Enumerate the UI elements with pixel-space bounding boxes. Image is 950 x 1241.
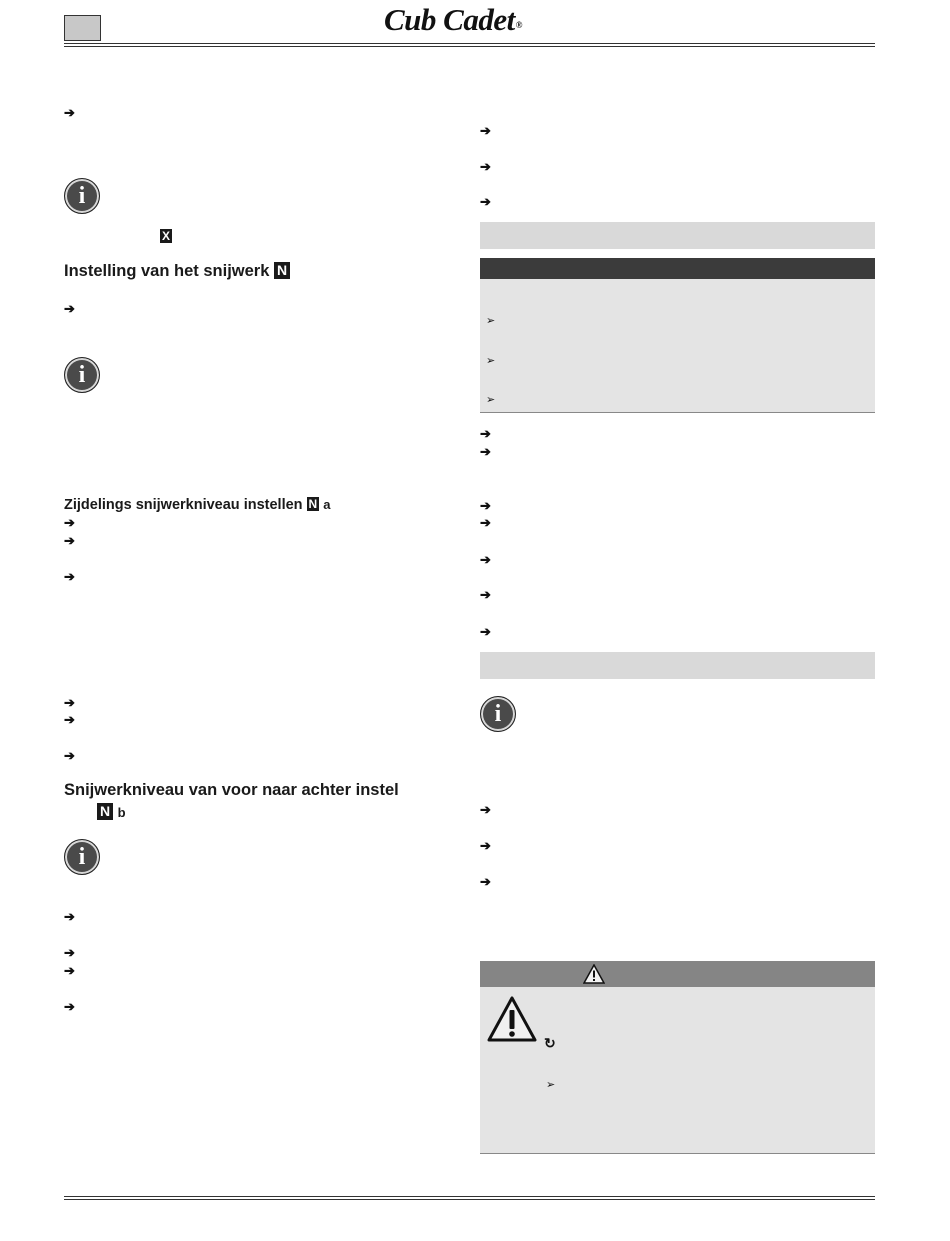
chevron-bullet-icon: ➢ <box>486 355 496 367</box>
arrow-right-icon: ➔ <box>480 802 491 817</box>
page-number-box <box>64 15 101 41</box>
arrow-right-icon: ➔ <box>64 105 75 120</box>
arrow-right-icon: ➔ <box>480 444 491 459</box>
arrow-right-icon: ➔ <box>64 748 75 763</box>
arrow-right-icon: ➔ <box>64 963 75 978</box>
note-panel-header <box>480 258 875 279</box>
header-rule-bottom <box>64 46 875 47</box>
footer-rule-bottom <box>64 1199 875 1200</box>
warning-triangle-icon <box>486 995 538 1043</box>
arrow-right-icon: ➔ <box>64 515 75 530</box>
warning-panel <box>480 987 875 1154</box>
chevron-bullet-icon: ➢ <box>486 394 496 406</box>
arrow-right-icon: ➔ <box>64 569 75 584</box>
info-icon: i <box>480 696 516 732</box>
warning-triangle-icon <box>583 964 605 984</box>
arrow-right-icon: ➔ <box>64 999 75 1014</box>
arrow-right-icon: ➔ <box>64 712 75 727</box>
arrow-right-icon: ➔ <box>64 945 75 960</box>
arrow-right-icon: ➔ <box>480 838 491 853</box>
arrow-right-icon: ➔ <box>480 159 491 174</box>
arrow-right-icon: ➔ <box>480 874 491 889</box>
figure-ref-n: N <box>274 262 290 279</box>
header-rule-top <box>64 43 875 44</box>
section-bar <box>480 222 875 249</box>
chevron-bullet-icon: ➢ <box>546 1079 556 1091</box>
arrow-right-icon: ➔ <box>64 695 75 710</box>
arrow-right-icon: ➔ <box>480 426 491 441</box>
arrow-right-icon: ➔ <box>64 533 75 548</box>
arrow-right-icon: ➔ <box>480 587 491 602</box>
info-icon: i <box>64 839 100 875</box>
warning-header-bar <box>480 961 875 987</box>
arrow-right-icon: ➔ <box>64 909 75 924</box>
info-icon: i <box>64 178 100 214</box>
note-panel <box>480 258 875 413</box>
figure-ref-n: N <box>308 497 318 511</box>
rotate-icon: ↻ <box>544 1035 556 1051</box>
info-icon: i <box>64 357 100 393</box>
arrow-right-icon: ➔ <box>480 498 491 513</box>
figure-ref-nb: N b <box>97 803 126 822</box>
figure-ref-x: X <box>162 229 171 243</box>
arrow-right-icon: ➔ <box>480 515 491 530</box>
footer-rule-top <box>64 1196 875 1197</box>
subheading-lateral-level: Zijdelings snijwerkniveau instellen N a <box>64 497 331 513</box>
figure-ref-n: N <box>97 803 113 820</box>
arrow-right-icon: ➔ <box>480 123 491 138</box>
arrow-right-icon: ➔ <box>64 301 75 316</box>
brand-logo: Cub Cadet® <box>384 2 522 37</box>
section-heading-cutter-adjustment: Instelling van het snijwerk N <box>64 262 290 281</box>
arrow-right-icon: ➔ <box>480 552 491 567</box>
arrow-right-icon: ➔ <box>480 624 491 639</box>
section-heading-front-rear-level: Snijwerkniveau van voor naar achter instel <box>64 781 399 799</box>
section-bar <box>480 652 875 679</box>
chevron-bullet-icon: ➢ <box>486 315 496 327</box>
arrow-right-icon: ➔ <box>480 194 491 209</box>
